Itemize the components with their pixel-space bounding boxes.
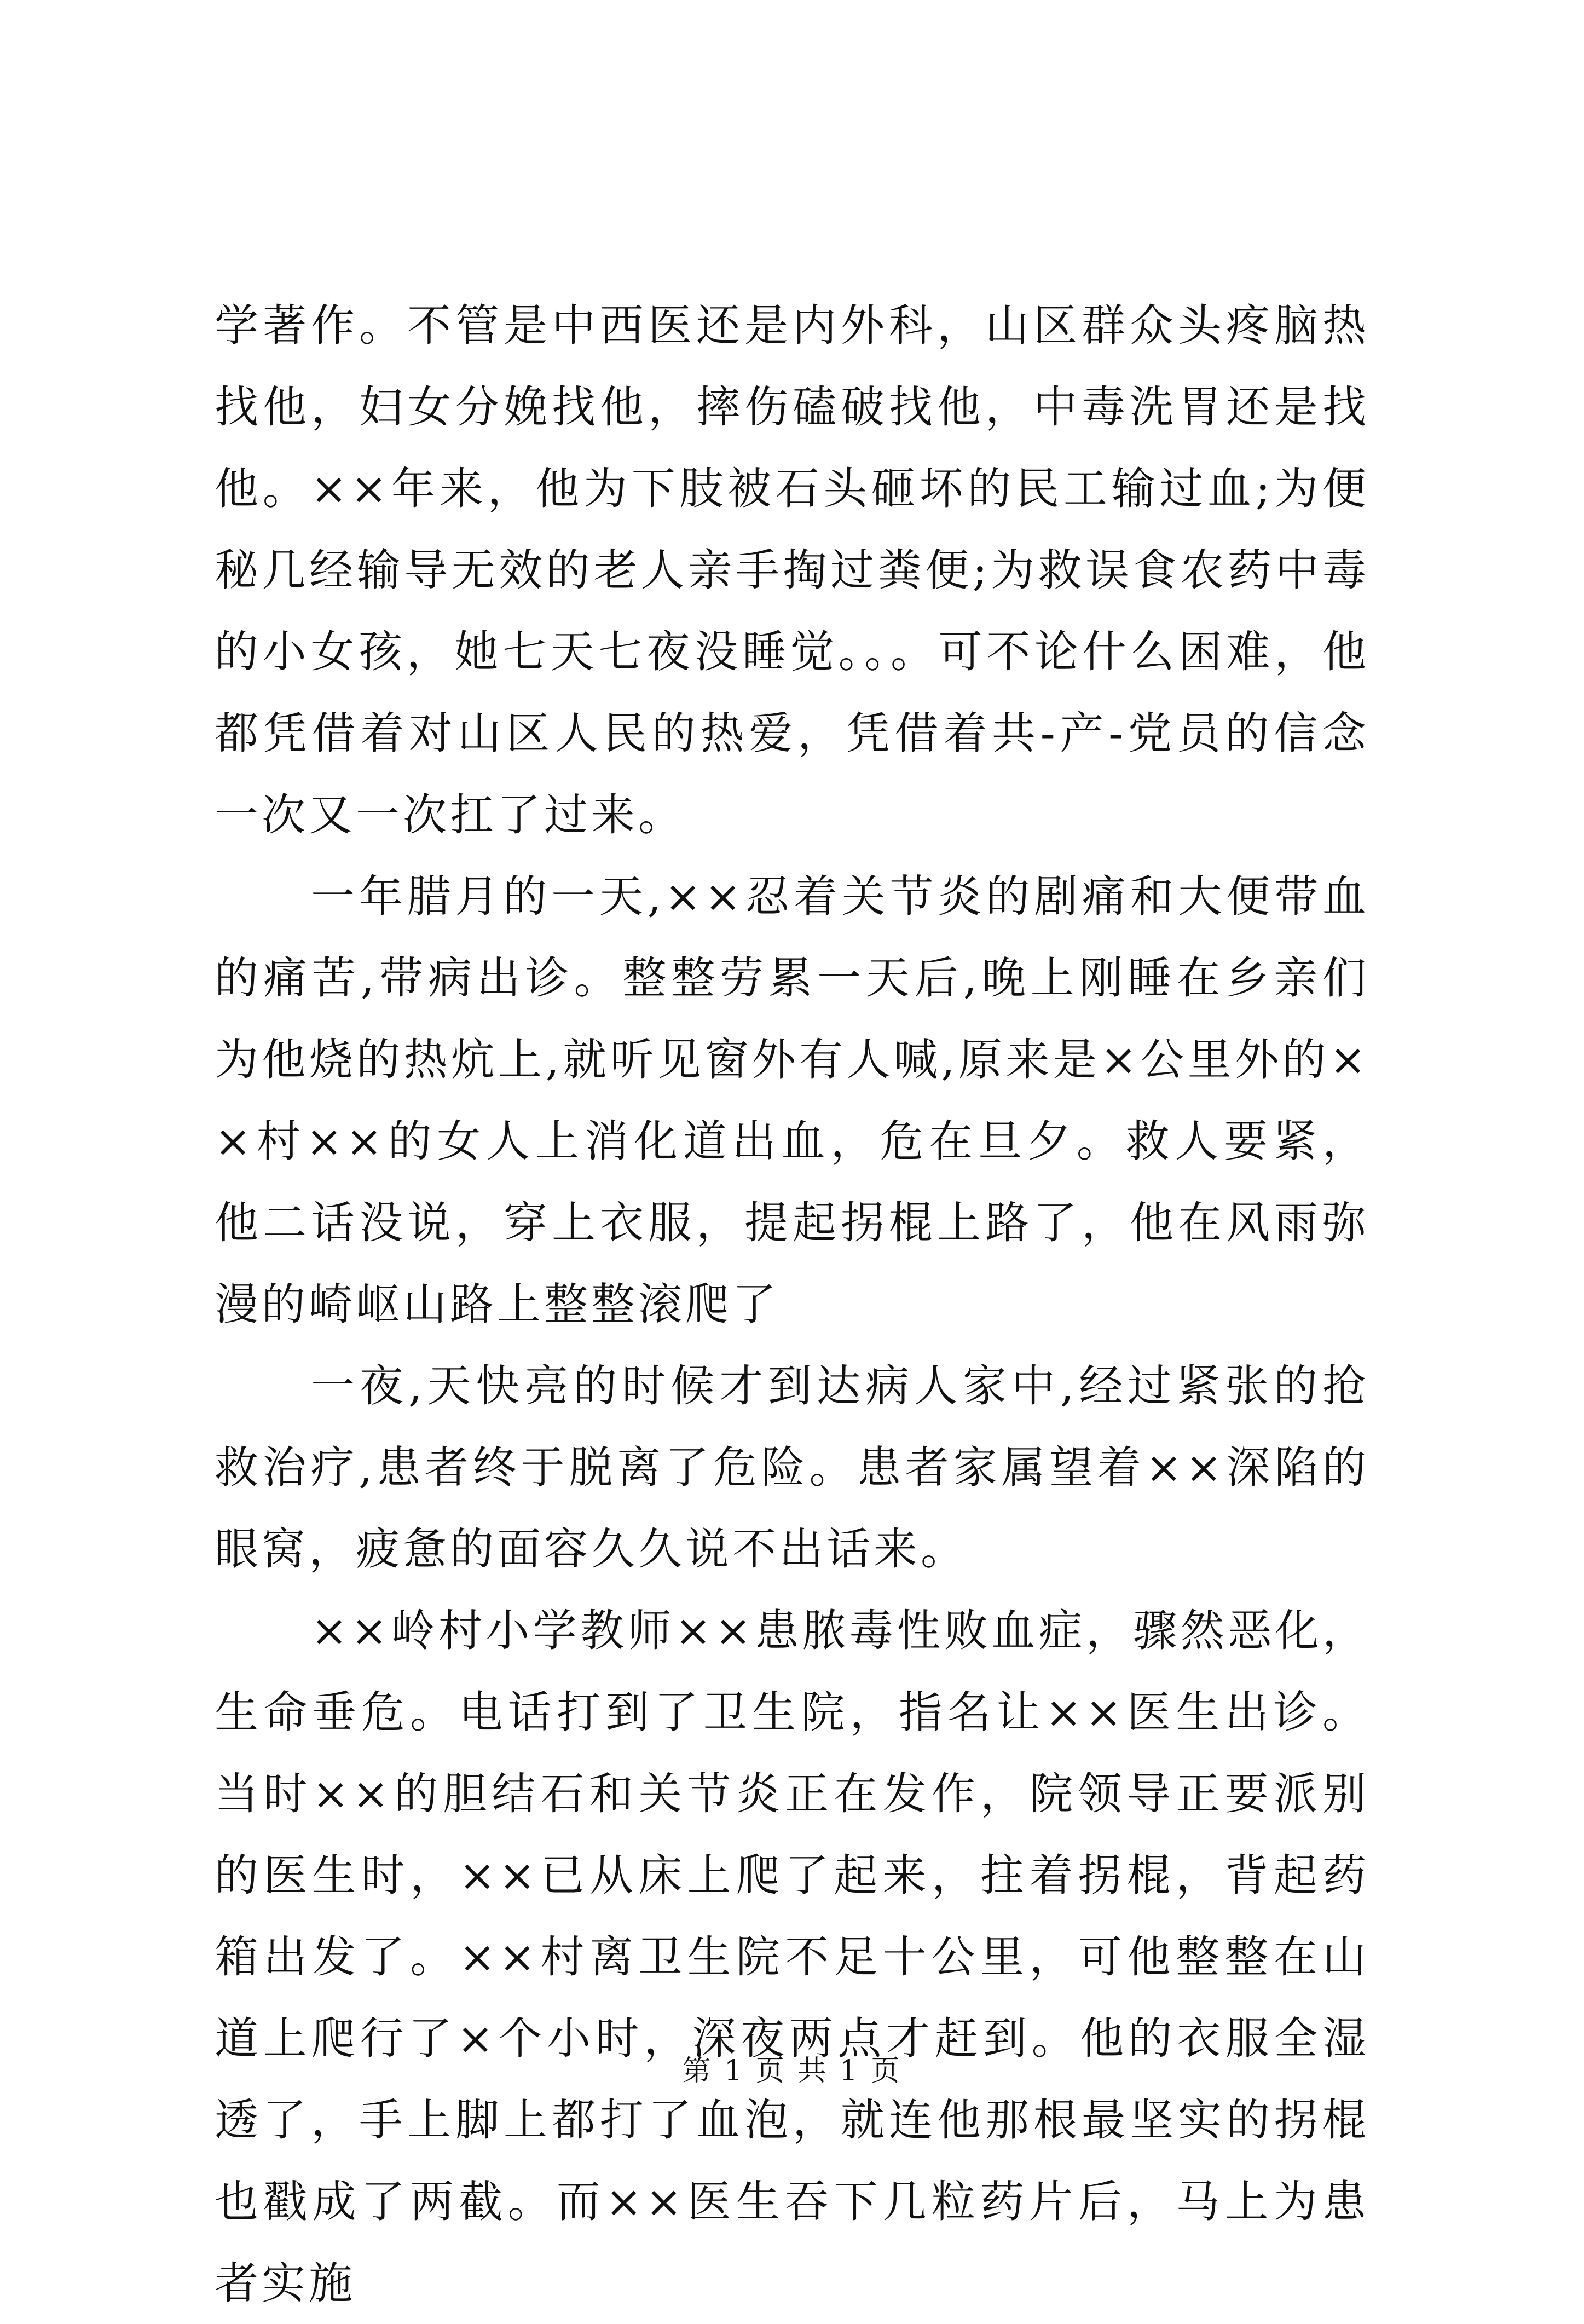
paragraph-3: 一夜,天快亮的时候才到达病人家中,经过紧张的抢救治疗,患者终于脱离了危险。患者家属望着××深陷的眼窝，疲惫的面容久久说不出话来。 (215, 1360, 1369, 1575)
document-body (215, 285, 1369, 2324)
paragraph-4: ××岭村小学教师××患脓毒性败血症，骤然恶化，生命垂危。电话打到了卫生院，指名让××医生出诊。当时××的胆结石和关节炎正在发作，院领导正要派别的医生时，××已从床上爬了起来，拄着拐棍，背起药箱出发了。××村离卫生院不足十公里，可他整整在山道上爬行了×个小时，深夜两点才赶到。他的衣服全湿透了，手上脚上都打了血泡，就连他那根最坚实的拐棍也戳成了两截。而××医生吞下几粒药片后，马上为患者实施 (215, 1605, 1369, 2309)
paragraph-1: 学著作。不管是中西医还是内外科，山区群众头疼脑热找他，妇女分娩找他，摔伤磕破找他，中毒洗胃还是找他。××年来，他为下肢被石头砸坏的民工输过血;为便秘几经输导无效的老人亲手掏过粪便;为救误食农药中毒的小女孩，她七天七夜没睡觉。。。可不论什么困难，他都凭借着对山区人民的热爱，凭借着共-产-党员的信念一次又一次扛了过来。 (215, 300, 1369, 840)
page-footer: 第 1 页 共 1 页 (682, 2055, 902, 2087)
paragraph-2: 一年腊月的一天,××忍着关节炎的剧痛和大便带血的痛苦,带病出诊。整整劳累一天后,晚上刚睡在乡亲们为他烧的热炕上,就听见窗外有人喊,原来是×公里外的××村××的女人上消化道出血，危在旦夕。救人要紧，他二话没说，穿上衣服，提起拐棍上路了，他在风雨弥漫的崎岖山路上整整滚爬了 (215, 871, 1369, 1330)
